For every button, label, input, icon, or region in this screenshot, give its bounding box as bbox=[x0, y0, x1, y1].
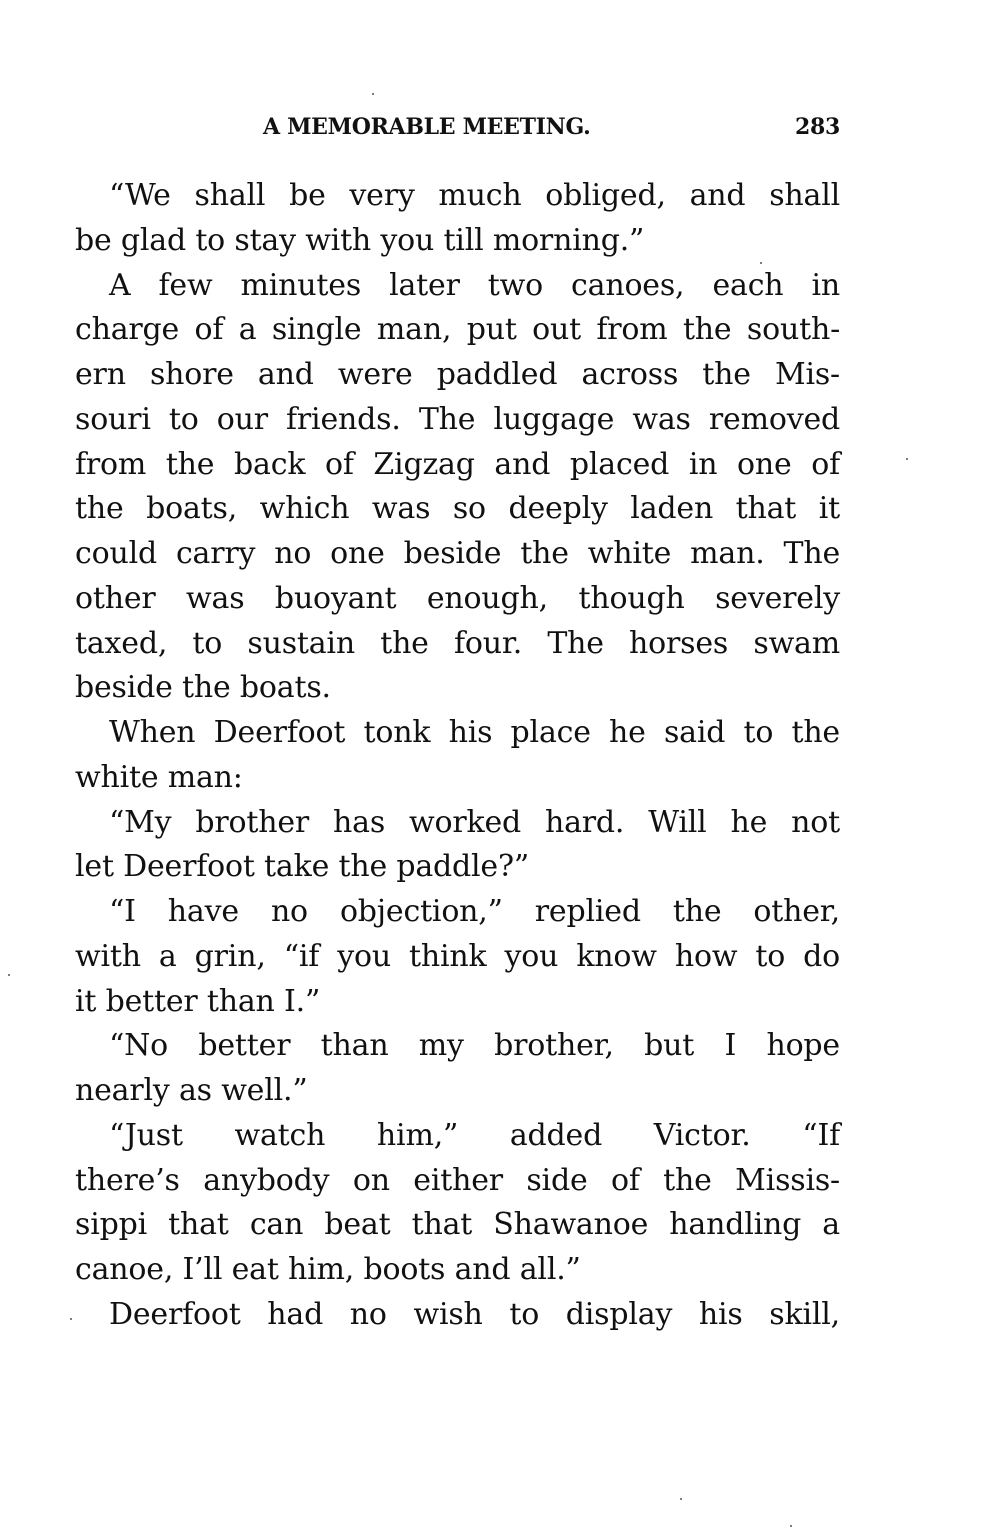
scan-speck bbox=[906, 458, 908, 460]
text-line: beside the boats. bbox=[75, 670, 331, 706]
text-line: souri to our friends. The luggage was removed bbox=[75, 401, 840, 437]
text-line: When Deerfoot tonk his place he said to the bbox=[109, 715, 840, 750]
body-text bbox=[75, 174, 840, 1338]
text-line: white man: bbox=[75, 759, 243, 795]
text-line: let Deerfoot take the paddle?” bbox=[75, 849, 530, 885]
scan-speck bbox=[70, 1318, 72, 1320]
running-head bbox=[75, 112, 840, 146]
text-line: A few minutes later two canoes, each in bbox=[109, 267, 840, 303]
text-line: from the back of Zigzag and placed in one of bbox=[75, 446, 840, 482]
running-title: A MEMORABLE MEETING. bbox=[263, 114, 591, 140]
text-line: “We shall be very much obliged, and shall bbox=[109, 178, 840, 213]
scan-speck bbox=[680, 1498, 682, 1500]
text-line: ern shore and were paddled across the Mis- bbox=[75, 357, 840, 392]
text-line: sippi that can beat that Shawanoe handling a bbox=[75, 1207, 840, 1243]
text-line: “My brother has worked hard. Will he not bbox=[109, 804, 840, 840]
scan-speck bbox=[790, 1525, 792, 1527]
text-line: with a grin, “if you think you know how to do bbox=[75, 938, 840, 974]
text-line: “I have no objection,” replied the other, bbox=[109, 894, 840, 929]
text-line: be glad to stay with you till morning.” bbox=[75, 222, 645, 258]
scan-speck bbox=[8, 974, 10, 976]
scan-speck bbox=[760, 262, 762, 264]
text-line: could carry no one beside the white man. The bbox=[75, 536, 840, 571]
text-line: charge of a single man, put out from the south- bbox=[75, 312, 840, 348]
text-line: canoe, I’ll eat him, boots and all.” bbox=[75, 1252, 581, 1287]
text-line: Deerfoot had no wish to display his skill, bbox=[109, 1296, 840, 1332]
text-line: “No better than my brother, but I hope bbox=[109, 1028, 840, 1064]
text-line: it better than I.” bbox=[75, 983, 321, 1019]
text-line: the boats, which was so deeply laden that it bbox=[75, 491, 840, 527]
scan-speck bbox=[372, 93, 374, 95]
text-line: taxed, to sustain the four. The horses swam bbox=[75, 625, 840, 661]
text-line: “Just watch him,” added Victor. “If bbox=[109, 1117, 840, 1153]
text-line: nearly as well.” bbox=[75, 1073, 308, 1108]
text-line: there’s anybody on either side of the Missis- bbox=[75, 1162, 840, 1198]
text-line: other was buoyant enough, though severely bbox=[75, 580, 840, 616]
page-number: 283 bbox=[794, 114, 840, 140]
